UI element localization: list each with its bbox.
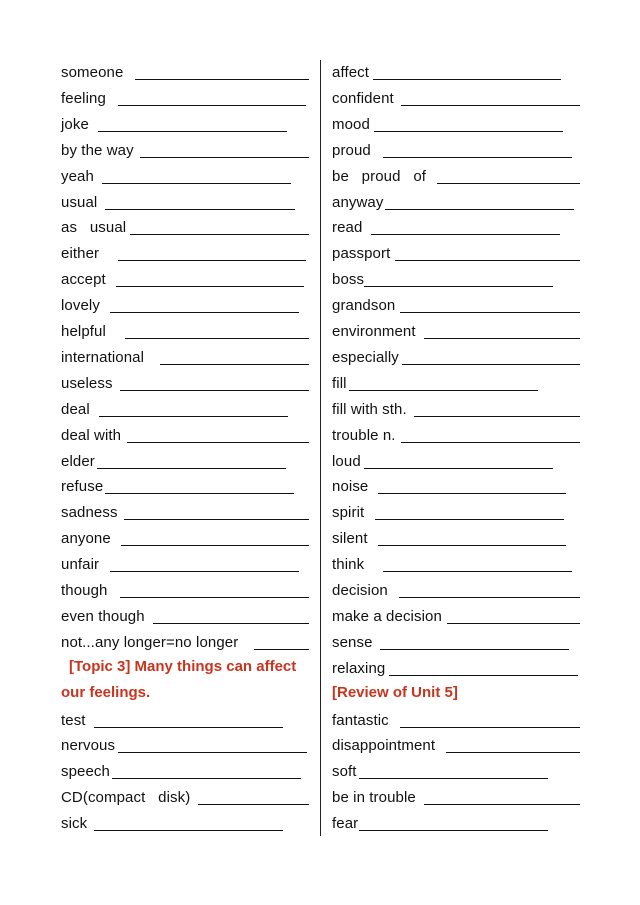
answer-blank[interactable] bbox=[374, 131, 563, 132]
vocab-row bbox=[332, 399, 582, 419]
vocab-word: especially bbox=[332, 349, 399, 366]
answer-blank[interactable] bbox=[125, 338, 309, 339]
vocab-row bbox=[61, 114, 311, 134]
vocab-word: nervous bbox=[61, 737, 116, 754]
answer-blank[interactable] bbox=[349, 390, 538, 391]
vocab-row bbox=[332, 321, 582, 341]
vocab-word: deal bbox=[61, 401, 90, 418]
vocab-word: not...any longer=no longer bbox=[61, 634, 239, 651]
vocab-row bbox=[332, 476, 582, 496]
answer-blank[interactable] bbox=[105, 209, 295, 210]
vocab-row bbox=[61, 787, 311, 807]
vocab-word: disappointment bbox=[332, 737, 436, 754]
vocab-word: either bbox=[61, 245, 100, 262]
vocab-word: lovely bbox=[61, 297, 100, 314]
vocab-row bbox=[332, 528, 582, 548]
vocab-word: CD(compact disk) bbox=[61, 789, 191, 806]
answer-blank[interactable] bbox=[402, 364, 580, 365]
answer-blank[interactable] bbox=[120, 597, 309, 598]
vocab-word: international bbox=[61, 349, 145, 366]
vocab-word: someone bbox=[61, 64, 124, 81]
answer-blank[interactable] bbox=[424, 804, 580, 805]
vocab-word: fear bbox=[332, 815, 359, 832]
vocab-row bbox=[332, 217, 582, 237]
vocab-row bbox=[61, 192, 311, 212]
vocab-row bbox=[61, 710, 311, 730]
answer-blank[interactable] bbox=[400, 312, 580, 313]
answer-blank[interactable] bbox=[378, 493, 566, 494]
answer-blank[interactable] bbox=[254, 649, 309, 650]
vocab-word: proud bbox=[332, 142, 371, 159]
answer-blank[interactable] bbox=[98, 131, 287, 132]
vocab-row bbox=[61, 606, 311, 626]
vocab-row bbox=[332, 88, 582, 108]
vocab-word: boss bbox=[332, 271, 365, 288]
vocab-word: read bbox=[332, 219, 363, 236]
answer-blank[interactable] bbox=[160, 364, 309, 365]
vocab-row bbox=[332, 580, 582, 600]
answer-blank[interactable] bbox=[447, 623, 580, 624]
vocab-word: be in trouble bbox=[332, 789, 416, 806]
answer-blank[interactable] bbox=[97, 468, 286, 469]
vocab-word: noise bbox=[332, 478, 369, 495]
vocab-word: deal with bbox=[61, 427, 122, 444]
answer-blank[interactable] bbox=[110, 571, 299, 572]
vocab-word: grandson bbox=[332, 297, 396, 314]
vocab-row bbox=[61, 88, 311, 108]
answer-blank[interactable] bbox=[112, 778, 301, 779]
vocab-word: think bbox=[332, 556, 365, 573]
answer-blank[interactable] bbox=[380, 649, 569, 650]
vocab-word: helpful bbox=[61, 323, 106, 340]
vocab-word: mood bbox=[332, 116, 370, 133]
vocab-row bbox=[61, 217, 311, 237]
answer-blank[interactable] bbox=[359, 830, 548, 831]
vocab-row bbox=[332, 632, 582, 652]
answer-blank[interactable] bbox=[364, 286, 553, 287]
vocab-row bbox=[332, 813, 582, 833]
answer-blank[interactable] bbox=[378, 545, 566, 546]
vocab-row bbox=[332, 735, 582, 755]
vocab-row bbox=[332, 787, 582, 807]
vocab-row bbox=[61, 62, 311, 82]
answer-blank[interactable] bbox=[399, 597, 580, 598]
answer-blank[interactable] bbox=[446, 752, 580, 753]
column-divider bbox=[320, 60, 321, 836]
answer-blank[interactable] bbox=[389, 675, 578, 676]
vocab-row bbox=[332, 166, 582, 186]
vocab-word: accept bbox=[61, 271, 106, 288]
vocab-word: sadness bbox=[61, 504, 118, 521]
answer-blank[interactable] bbox=[401, 442, 580, 443]
vocab-word: test bbox=[61, 712, 86, 729]
answer-blank[interactable] bbox=[414, 416, 580, 417]
answer-blank[interactable] bbox=[375, 519, 564, 520]
vocab-row bbox=[332, 347, 582, 367]
vocab-word: anyway bbox=[332, 194, 384, 211]
answer-blank[interactable] bbox=[424, 338, 580, 339]
answer-blank[interactable] bbox=[94, 830, 283, 831]
vocab-word: even though bbox=[61, 608, 145, 625]
vocab-row bbox=[61, 528, 311, 548]
vocab-word: yeah bbox=[61, 168, 94, 185]
vocab-word: joke bbox=[61, 116, 89, 133]
vocab-row bbox=[61, 451, 311, 471]
answer-blank[interactable] bbox=[120, 390, 309, 391]
vocab-word: relaxing bbox=[332, 660, 386, 677]
answer-blank[interactable] bbox=[99, 416, 288, 417]
section-heading: our feelings. bbox=[61, 684, 151, 701]
vocab-word: elder bbox=[61, 453, 95, 470]
answer-blank[interactable] bbox=[102, 183, 291, 184]
vocab-word: fill bbox=[332, 375, 347, 392]
vocab-word: refuse bbox=[61, 478, 104, 495]
vocab-word: soft bbox=[332, 763, 357, 780]
vocab-word: by the way bbox=[61, 142, 134, 159]
vocab-row bbox=[61, 813, 311, 833]
vocab-row bbox=[332, 114, 582, 134]
answer-blank[interactable] bbox=[116, 286, 304, 287]
vocab-word: speech bbox=[61, 763, 110, 780]
answer-blank[interactable] bbox=[385, 209, 574, 210]
vocab-row bbox=[332, 373, 582, 393]
vocab-row bbox=[332, 192, 582, 212]
vocab-row bbox=[61, 735, 311, 755]
answer-blank[interactable] bbox=[124, 519, 309, 520]
vocab-row bbox=[61, 761, 311, 781]
answer-blank[interactable] bbox=[118, 260, 306, 261]
vocab-word: fill with sth. bbox=[332, 401, 407, 418]
vocab-word: affect bbox=[332, 64, 370, 81]
vocab-row bbox=[332, 62, 582, 82]
vocab-word: unfair bbox=[61, 556, 100, 573]
answer-blank[interactable] bbox=[121, 545, 309, 546]
vocab-word: useless bbox=[61, 375, 113, 392]
vocab-word: passport bbox=[332, 245, 391, 262]
vocab-row bbox=[61, 295, 311, 315]
vocab-row bbox=[332, 502, 582, 522]
answer-blank[interactable] bbox=[153, 623, 309, 624]
vocab-row bbox=[61, 347, 311, 367]
vocab-word: spirit bbox=[332, 504, 365, 521]
answer-blank[interactable] bbox=[118, 105, 306, 106]
vocab-row bbox=[332, 761, 582, 781]
section-heading: [Review of Unit 5] bbox=[332, 684, 458, 701]
vocab-word: decision bbox=[332, 582, 388, 599]
vocab-row bbox=[61, 632, 311, 652]
vocab-row bbox=[332, 269, 582, 289]
vocab-row bbox=[332, 606, 582, 626]
vocab-row bbox=[332, 295, 582, 315]
vocab-row bbox=[61, 476, 311, 496]
vocab-row bbox=[61, 502, 311, 522]
answer-blank[interactable] bbox=[105, 493, 294, 494]
answer-blank[interactable] bbox=[135, 79, 309, 80]
answer-blank[interactable] bbox=[127, 442, 309, 443]
vocab-word: make a decision bbox=[332, 608, 442, 625]
vocab-row bbox=[332, 243, 582, 263]
answer-blank[interactable] bbox=[371, 234, 560, 235]
vocab-row bbox=[332, 710, 582, 730]
answer-blank[interactable] bbox=[140, 157, 309, 158]
answer-blank[interactable] bbox=[130, 234, 309, 235]
vocab-row bbox=[61, 140, 311, 160]
vocab-word: sick bbox=[61, 815, 88, 832]
vocab-word: fantastic bbox=[332, 712, 389, 729]
vocab-row bbox=[61, 399, 311, 419]
answer-blank[interactable] bbox=[400, 727, 580, 728]
vocab-row bbox=[61, 425, 311, 445]
vocab-row bbox=[332, 140, 582, 160]
vocab-row bbox=[61, 554, 311, 574]
answer-blank[interactable] bbox=[198, 804, 309, 805]
vocab-word: usual bbox=[61, 194, 98, 211]
vocab-row bbox=[332, 451, 582, 471]
section-heading: [Topic 3] Many things can affect bbox=[69, 658, 297, 675]
answer-blank[interactable] bbox=[383, 571, 572, 572]
vocab-row bbox=[332, 425, 582, 445]
vocab-row bbox=[61, 269, 311, 289]
answer-blank[interactable] bbox=[118, 752, 307, 753]
answer-blank[interactable] bbox=[110, 312, 299, 313]
answer-blank[interactable] bbox=[401, 105, 580, 106]
answer-blank[interactable] bbox=[373, 79, 561, 80]
answer-blank[interactable] bbox=[395, 260, 580, 261]
vocab-word: be proud of bbox=[332, 168, 427, 185]
vocab-word: trouble n. bbox=[332, 427, 396, 444]
vocab-word: as usual bbox=[61, 219, 127, 236]
vocab-word: environment bbox=[332, 323, 416, 340]
vocab-row bbox=[61, 166, 311, 186]
answer-blank[interactable] bbox=[383, 157, 572, 158]
vocab-word: anyone bbox=[61, 530, 111, 547]
answer-blank[interactable] bbox=[364, 468, 553, 469]
vocab-word: feeling bbox=[61, 90, 106, 107]
vocab-row bbox=[61, 321, 311, 341]
answer-blank[interactable] bbox=[437, 183, 580, 184]
answer-blank[interactable] bbox=[94, 727, 283, 728]
vocab-row bbox=[332, 658, 582, 678]
vocab-word: silent bbox=[332, 530, 368, 547]
vocab-word: confident bbox=[332, 90, 394, 107]
vocab-word: loud bbox=[332, 453, 361, 470]
vocab-word: sense bbox=[332, 634, 373, 651]
vocab-row bbox=[61, 373, 311, 393]
vocab-word: though bbox=[61, 582, 108, 599]
vocab-row bbox=[61, 243, 311, 263]
vocab-row bbox=[332, 554, 582, 574]
answer-blank[interactable] bbox=[359, 778, 548, 779]
vocab-row bbox=[61, 580, 311, 600]
